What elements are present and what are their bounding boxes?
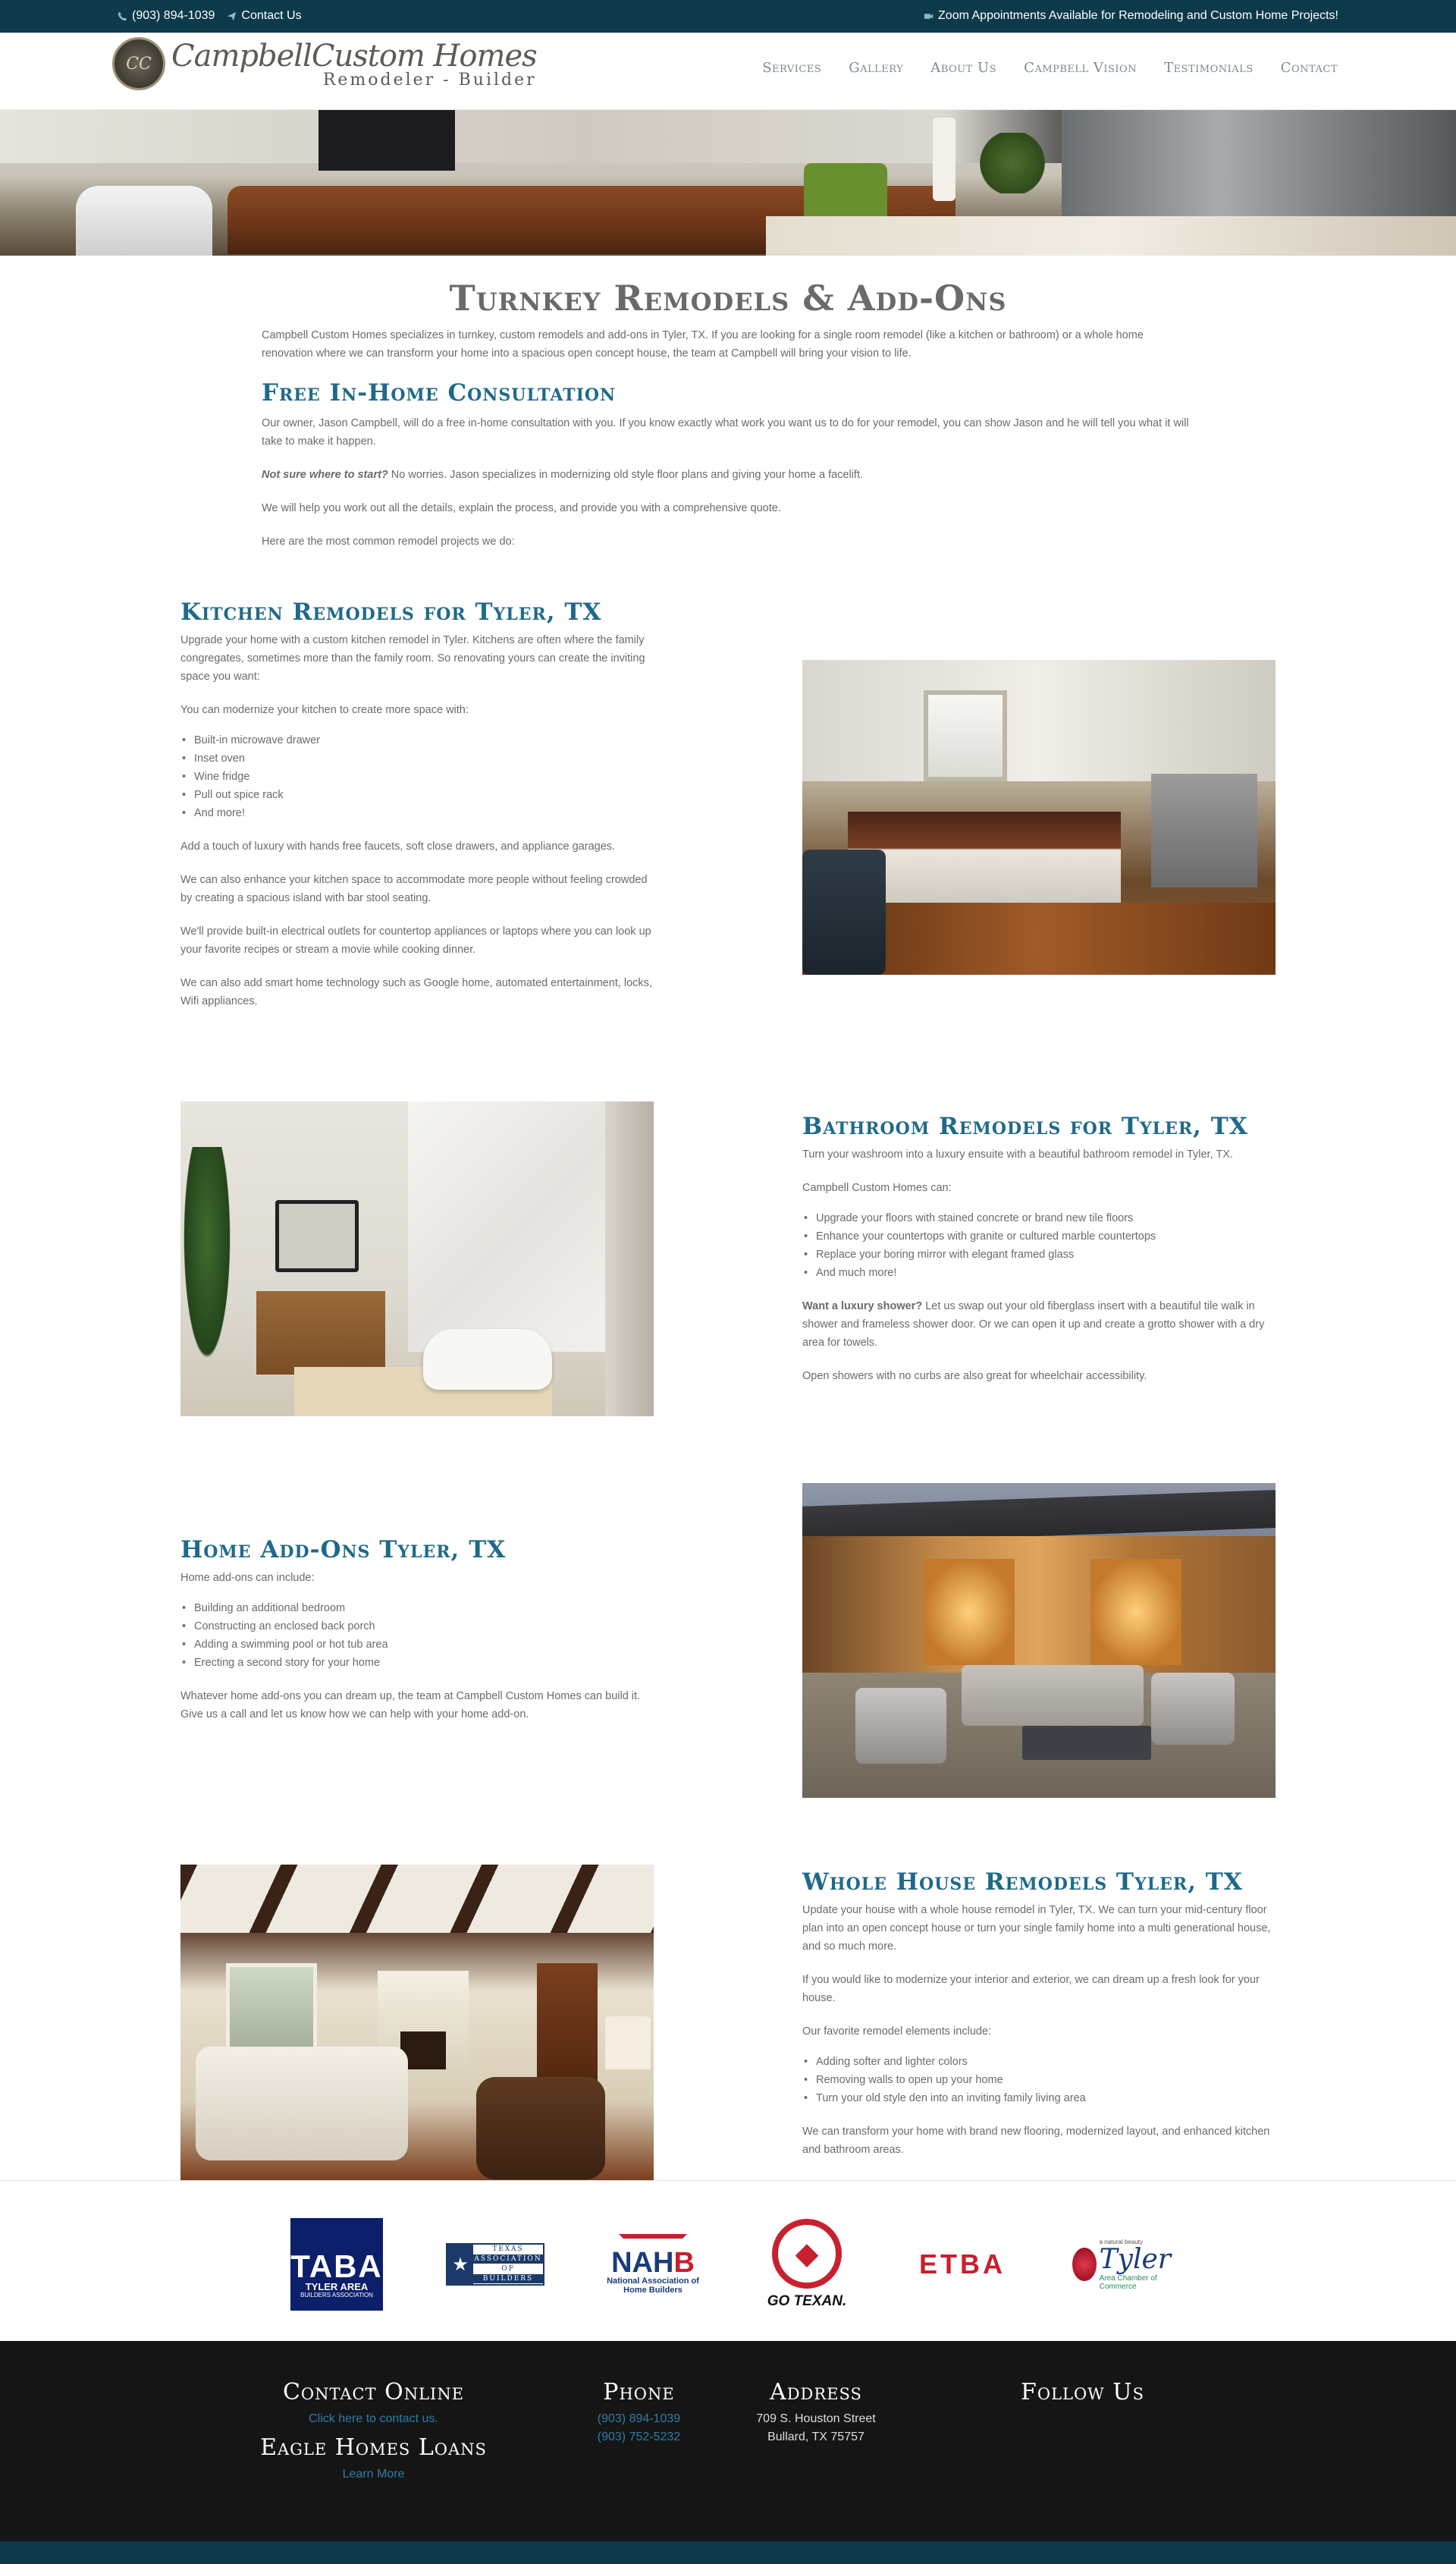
footer-phone-2[interactable]: (903) 752-5232	[597, 2430, 681, 2443]
taba-logo[interactable]	[290, 2218, 383, 2311]
site-logo[interactable]	[112, 37, 537, 90]
list-item: • And more!	[180, 804, 658, 822]
whole-house-paragraph-4: We can transform your home with brand new flooring, modernized layout, and enhanced kitchen and bathroom areas.	[802, 2126, 1270, 2156]
footer-contact-column	[250, 2379, 497, 2484]
logo-subtitle: Remodeler - Builder	[322, 70, 537, 90]
texas-builders-text	[473, 2245, 543, 2284]
addons-paragraph-2: Whatever home add-ons you can dream up, the team at Campbell Custom Homes can build it. Give us a call and let us know how we can help with your home add-on.	[180, 1690, 641, 1720]
nav-campbell-vision[interactable]: Campbell Vision	[1024, 60, 1138, 76]
intro-paragraph: Campbell Custom Homes specializes in turnkey, custom remodels and add-ons in Tyler, TX. If you are looking for a single room remodel (like a kitchen or bathroom) or a whole home renovation where we can transform your home into a spacious open concept house, the team at Campbell will bring your vision to life.	[262, 329, 1144, 360]
texas-logo-line-1: TEXAS	[492, 2245, 524, 2253]
texas-logo-line-4: BUILDERS	[473, 2274, 543, 2283]
paper-plane-icon	[227, 11, 237, 21]
whole-house-paragraph-2: If you would like to modernize your interior and exterior, we can dream up a fresh look for your house.	[802, 1974, 1260, 2004]
kitchen-paragraph-2: You can modernize your kitchen to create more space with:	[180, 704, 469, 716]
taba-logo-line-3: BUILDERS ASSOCIATION	[300, 2291, 373, 2298]
kitchen-paragraph-5: We'll provide built-in electrical outlets for countertop appliances or laptops where you can look up your favorite recipes or stream a movie while cooking dinner.	[180, 925, 651, 956]
list-item: • And much more!	[802, 1264, 1280, 1282]
list-item: • Constructing an enclosed back porch	[180, 1617, 658, 1635]
etba-logo-accent: A	[983, 2248, 1006, 2280]
footer-follow-heading: Follow Us	[1021, 2379, 1144, 2405]
shower-answer: Let us swap out your old fiberglass insert with a beautiful tile walk in shower and frameless shower door. Or we can open it up and create a grotto shower with a dry area for towels.	[802, 1300, 1265, 1349]
footer-loans-link[interactable]: Learn More	[342, 2468, 405, 2481]
nav-testimonials[interactable]: Testimonials	[1164, 60, 1254, 76]
tyler-logo-subtitle: Area Chamber of Commerce	[1099, 2273, 1157, 2291]
list-item: • Erecting a second story for your home	[180, 1654, 658, 1672]
hero-banner-image	[0, 110, 1456, 256]
nahb-logo-title-b: B	[673, 2247, 695, 2279]
consultation-heading: Free In-Home Consultation	[262, 379, 617, 407]
nahb-logo-subtitle: National Association of Home Builders	[607, 2276, 699, 2295]
bathroom-section	[802, 1111, 1280, 1400]
texas-builders-logo[interactable]	[446, 2243, 544, 2286]
details-paragraph: We will help you work out all the details, explain the process, and provide you with a comprehensive quote.	[262, 502, 781, 514]
bathroom-list	[802, 1209, 1280, 1282]
main-nav	[762, 60, 1338, 76]
footer-address-heading: Address	[770, 2379, 862, 2405]
addons-section	[180, 1534, 658, 1739]
footer-loans-heading: Eagle Homes Loans	[260, 2434, 487, 2461]
whole-house-heading: Whole House Remodels Tyler, TX	[802, 1868, 1243, 1896]
logo-seal-icon: CC	[112, 37, 165, 90]
shower-paragraph	[802, 1297, 1280, 1352]
nav-gallery[interactable]: Gallery	[849, 60, 904, 76]
nahb-logo-title-a: NAH	[611, 2247, 674, 2279]
top-bar-phone-link[interactable]	[118, 9, 215, 23]
list-item: • Built-in microwave drawer	[180, 731, 658, 749]
kitchen-paragraph-4: We can also enhance your kitchen space to accommodate more people without feeling crowded by creating a spacious island with bar stool seating.	[180, 874, 648, 904]
whole-house-section	[802, 1866, 1280, 2174]
addons-paragraph-1: Home add-ons can include:	[180, 1572, 315, 1584]
nav-services[interactable]: Services	[762, 60, 822, 76]
list-item: • Wine fridge	[180, 768, 658, 786]
footer-phone-heading: Phone	[603, 2379, 675, 2405]
logo-name: CampbellCustom Homes	[171, 38, 537, 74]
footer-address-line-1: 709 S. Houston Street	[756, 2412, 876, 2425]
patio-photo	[802, 1483, 1276, 1798]
kitchen-paragraph-1: Upgrade your home with a custom kitchen remodel in Tyler. Kitchens are often where the family congregates, sometimes more than the family room. So renovating yours can create the inviting space you want:	[180, 634, 645, 683]
shower-question: Want a luxury shower?	[802, 1300, 923, 1312]
top-bar-phone: (903) 894-1039	[132, 9, 215, 22]
site-footer	[0, 2341, 1456, 2541]
texas-state-icon: ◆	[772, 2219, 842, 2289]
tyler-chamber-text	[1100, 2239, 1171, 2291]
footer-address-line-2: Bullard, TX 75757	[767, 2430, 864, 2443]
list-item: • Enhance your countertops with granite or cultured marble countertops	[802, 1227, 1280, 1246]
list-item: • Adding softer and lighter colors	[802, 2053, 1280, 2071]
associations-strip	[0, 2180, 1456, 2341]
list-item: • Removing walls to open up your home	[802, 2071, 1280, 2089]
list-item: • Turn your old style den into an inviting family living area	[802, 2089, 1280, 2107]
tyler-logo-title: Tyler	[1099, 2243, 1171, 2275]
footer-contact-heading: Contact Online	[282, 2379, 465, 2405]
rose-icon	[1072, 2248, 1097, 2281]
bathroom-photo	[180, 1101, 654, 1416]
consultation-paragraph: Our owner, Jason Campbell, will do a free in-home consultation with you. If you know exactly what work you want us to do for your remodel, you can show Jason and he will tell you what it will take to make it happen.	[262, 417, 1189, 448]
top-bar-contact-link[interactable]	[227, 9, 301, 23]
etba-logo[interactable]	[913, 2245, 1012, 2283]
living-room-photo	[180, 1865, 654, 2180]
list-item: • Building an additional bedroom	[180, 1599, 658, 1617]
top-bar-contact: Contact Us	[241, 9, 302, 22]
kitchen-paragraph-3: Add a touch of luxury with hands free faucets, soft close drawers, and appliance garages.	[180, 841, 616, 853]
kitchen-photo	[802, 660, 1276, 975]
footer-phone-1[interactable]: (903) 894-1039	[597, 2412, 681, 2425]
bottom-bar	[0, 2541, 1456, 2564]
star-icon: ★	[447, 2245, 473, 2284]
taba-logo-title: TABA	[290, 2248, 383, 2284]
nahb-logo-title	[611, 2247, 695, 2279]
start-question: Not sure where to start?	[262, 469, 388, 481]
kitchen-section	[180, 596, 658, 1026]
kitchen-list	[180, 731, 658, 822]
addons-heading: Home Add-Ons Tyler, TX	[180, 1536, 507, 1563]
list-item: • Inset oven	[180, 749, 658, 768]
etba-logo-text: ETB	[919, 2248, 983, 2280]
nav-contact[interactable]: Contact	[1280, 60, 1338, 76]
start-answer: No worries. Jason specializes in modernizing old style floor plans and giving your home a facelift.	[388, 469, 864, 481]
footer-phone-column	[576, 2379, 701, 2446]
list-item: • Replace your boring mirror with elegant framed glass	[802, 1246, 1280, 1264]
zoom-announcement-link[interactable]	[924, 9, 1338, 23]
list-item: • Pull out spice rack	[180, 786, 658, 804]
bathroom-heading: Bathroom Remodels for Tyler, TX	[802, 1113, 1248, 1140]
texas-logo-line-2: ASSOCIATION	[474, 2255, 542, 2263]
go-texan-logo[interactable]	[765, 2215, 849, 2314]
bathroom-paragraph-1: Turn your washroom into a luxury ensuite with a beautiful bathroom remodel in Tyler, TX.	[802, 1148, 1233, 1161]
associations-logos	[290, 2215, 1171, 2314]
footer-follow-column	[978, 2379, 1187, 2405]
kitchen-paragraph-6: We can also add smart home technology such as Google home, automated entertainment, locks, Wifi appliances.	[180, 977, 652, 1007]
top-bar	[0, 0, 1456, 33]
bathroom-paragraph-2: Campbell Custom Homes can:	[802, 1182, 952, 1194]
bathroom-paragraph-4: Open showers with no curbs are also great for wheelchair accessibility.	[802, 1370, 1147, 1382]
phone-icon	[118, 11, 127, 21]
projects-lead-paragraph: Here are the most common remodel projects we do:	[262, 536, 515, 548]
tyler-chamber-logo[interactable]	[1072, 2226, 1171, 2302]
tyler-logo-tagline: a natural beauty	[1099, 2238, 1143, 2245]
footer-address-column	[733, 2379, 899, 2446]
video-camera-icon	[924, 11, 934, 21]
intro-section	[262, 326, 1194, 566]
whole-house-list	[802, 2053, 1280, 2107]
taba-logo-line-2: TYLER AREA	[305, 2280, 369, 2292]
list-item: • Upgrade your floors with stained concrete or brand new tile floors	[802, 1209, 1280, 1227]
kitchen-heading: Kitchen Remodels for Tyler, TX	[180, 599, 602, 626]
whole-house-paragraph-1: Update your house with a whole house remodel in Tyler, TX. We can turn your mid-century floor plan into an open concept house or turn your single family home into a multi generational house, and so much more.	[802, 1904, 1271, 1953]
zoom-announcement: Zoom Appointments Available for Remodeling and Custom Home Projects!	[938, 9, 1338, 22]
nav-about-us[interactable]: About Us	[930, 60, 997, 76]
top-bar-left	[118, 9, 302, 23]
footer-contact-link[interactable]: Click here to contact us.	[309, 2412, 438, 2425]
page-title: Turnkey Remodels & Add-Ons	[449, 278, 1007, 319]
whole-house-paragraph-3: Our favorite remodel elements include:	[802, 2025, 992, 2038]
nahb-logo[interactable]	[605, 2230, 701, 2298]
go-texan-text: GO TEXAN.	[767, 2293, 847, 2309]
site-header	[0, 33, 1456, 110]
addons-list	[180, 1599, 658, 1672]
start-paragraph	[262, 466, 1194, 484]
list-item: • Adding a swimming pool or hot tub area	[180, 1635, 658, 1654]
logo-text	[171, 39, 537, 90]
texas-logo-line-3: OF	[501, 2265, 515, 2273]
